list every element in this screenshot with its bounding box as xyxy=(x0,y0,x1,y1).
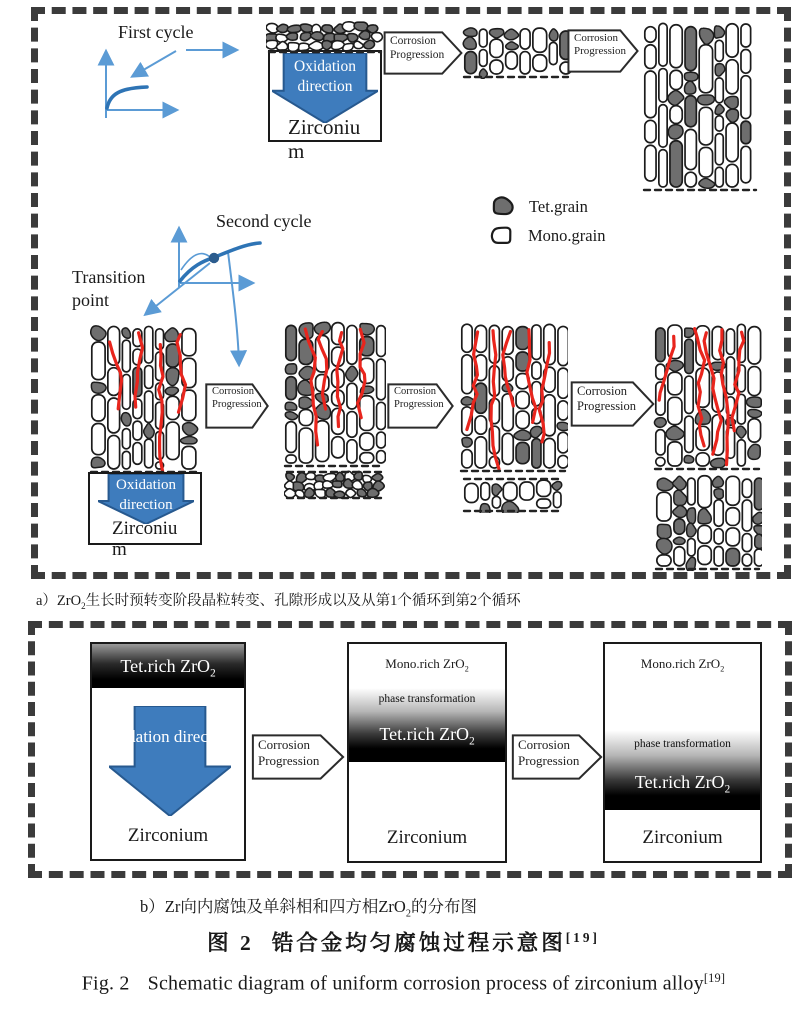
mono-rich-label-2: Mono.rich ZrO$_2$ xyxy=(385,656,469,674)
corrosion-progression-box-a1: Corrosion Progression xyxy=(383,31,463,75)
phase-box-2 xyxy=(347,642,507,863)
oxide-grain-block-row1-mid xyxy=(461,23,571,79)
figure-caption-en-text: Schematic diagram of uniform corrosion process of zirconium alloy xyxy=(147,972,704,995)
caption-b-pre: b）Zr向内腐蚀及单斜相和四方相ZrO xyxy=(140,897,406,916)
first-cycle-label: First cycle xyxy=(118,22,194,42)
zirconium-label-b3: Zirconium xyxy=(642,827,723,848)
oxide-grain-block-row1-right xyxy=(641,20,759,192)
tet-rich-label-3: Tet.rich ZrO$_2$ xyxy=(634,772,731,796)
corrosion-progression-box-b2: Corrosion Progression xyxy=(511,734,603,780)
mono-rich-label-3: Mono.rich ZrO$_2$ xyxy=(640,656,725,674)
caption-a-post: 生长时预转变阶段晶粒转变、孔隙形成以及从第1个循环到第2个循环 xyxy=(85,593,521,609)
legend-mono-grain xyxy=(488,223,605,248)
oxide-grain-layer-initial xyxy=(266,20,384,54)
phase-transformation-label-3: phase transformation xyxy=(634,738,731,750)
oxide-grain-block-row2-a xyxy=(88,322,202,474)
tet-grain-label: Tet.grain xyxy=(529,196,588,216)
figure-number-en: Fig. 2 xyxy=(81,972,130,995)
oxidation-direction-label-b1: Oxidation direction xyxy=(101,727,235,746)
transformation-band-2 xyxy=(349,688,505,762)
zirconium-label-row1: Zirconium xyxy=(288,115,361,163)
oxide-grain-block-row2-c xyxy=(458,321,568,473)
tet-rich-label-2: Tet.rich ZrO$_2$ xyxy=(379,724,475,748)
transformation-band-3 xyxy=(605,730,760,810)
caption-a xyxy=(36,589,521,611)
caption-a-pre: a）ZrO xyxy=(36,593,82,609)
caption-b-post: 的分布图 xyxy=(410,897,477,916)
caption-b xyxy=(140,893,477,919)
mono-grain-icon xyxy=(488,223,516,248)
zirconium-label-row2: Zirconium xyxy=(112,518,178,561)
figure-ref-en: [19] xyxy=(703,971,726,985)
corrosion-progression-box-a4: Corrosion Progression xyxy=(387,383,454,429)
zirconium-label-b1: Zirconium xyxy=(127,825,209,846)
oxide-sublayer-row2-b xyxy=(284,470,385,500)
figure-title-cn xyxy=(0,926,807,957)
oxide-grain-block-row2-d xyxy=(652,321,762,471)
oxide-sublayer-row2-d xyxy=(653,472,762,571)
legend-tet-grain xyxy=(487,194,588,219)
corrosion-progression-box-b1: Corrosion Progression xyxy=(251,734,345,780)
tet-rich-band-1: Tet.rich ZrO$_2$ xyxy=(92,644,244,688)
figure-ref-cn: [19] xyxy=(565,929,600,945)
caption-a-sub: 2 xyxy=(81,600,86,611)
caption-b-sub: 2 xyxy=(405,908,411,920)
oxidation-direction-label-row2: Oxidation direction xyxy=(116,477,176,513)
figure-title-cn-text: 锆合金均匀腐蚀过程示意图 xyxy=(271,931,566,955)
oxide-grain-block-row2-b xyxy=(282,318,386,468)
corrosion-progression-box-a5: Corrosion Progression xyxy=(570,381,655,427)
phase-box-3 xyxy=(603,642,762,863)
transition-point-label: Transition point xyxy=(72,267,146,310)
mono-grain-label: Mono.grain xyxy=(528,225,606,245)
corrosion-progression-box-a3: Corrosion Progression xyxy=(205,383,269,429)
figure-number-cn: 图 2 xyxy=(207,931,254,955)
phase-box-1 xyxy=(90,642,246,861)
tet-grain-icon xyxy=(487,194,517,219)
zirconium-label-b2: Zirconium xyxy=(386,827,468,848)
phase-transformation-label-2: phase transformation xyxy=(378,693,476,705)
oxide-sublayer-row2-c xyxy=(461,477,566,513)
figure-caption-en xyxy=(0,971,807,996)
oxidation-direction-arrow-b1 xyxy=(109,706,231,816)
oxidation-direction-label-row1: Oxidation direction xyxy=(294,58,356,96)
corrosion-progression-box-a2: Corrosion Progression xyxy=(567,29,639,73)
second-cycle-label: Second cycle xyxy=(216,211,312,231)
